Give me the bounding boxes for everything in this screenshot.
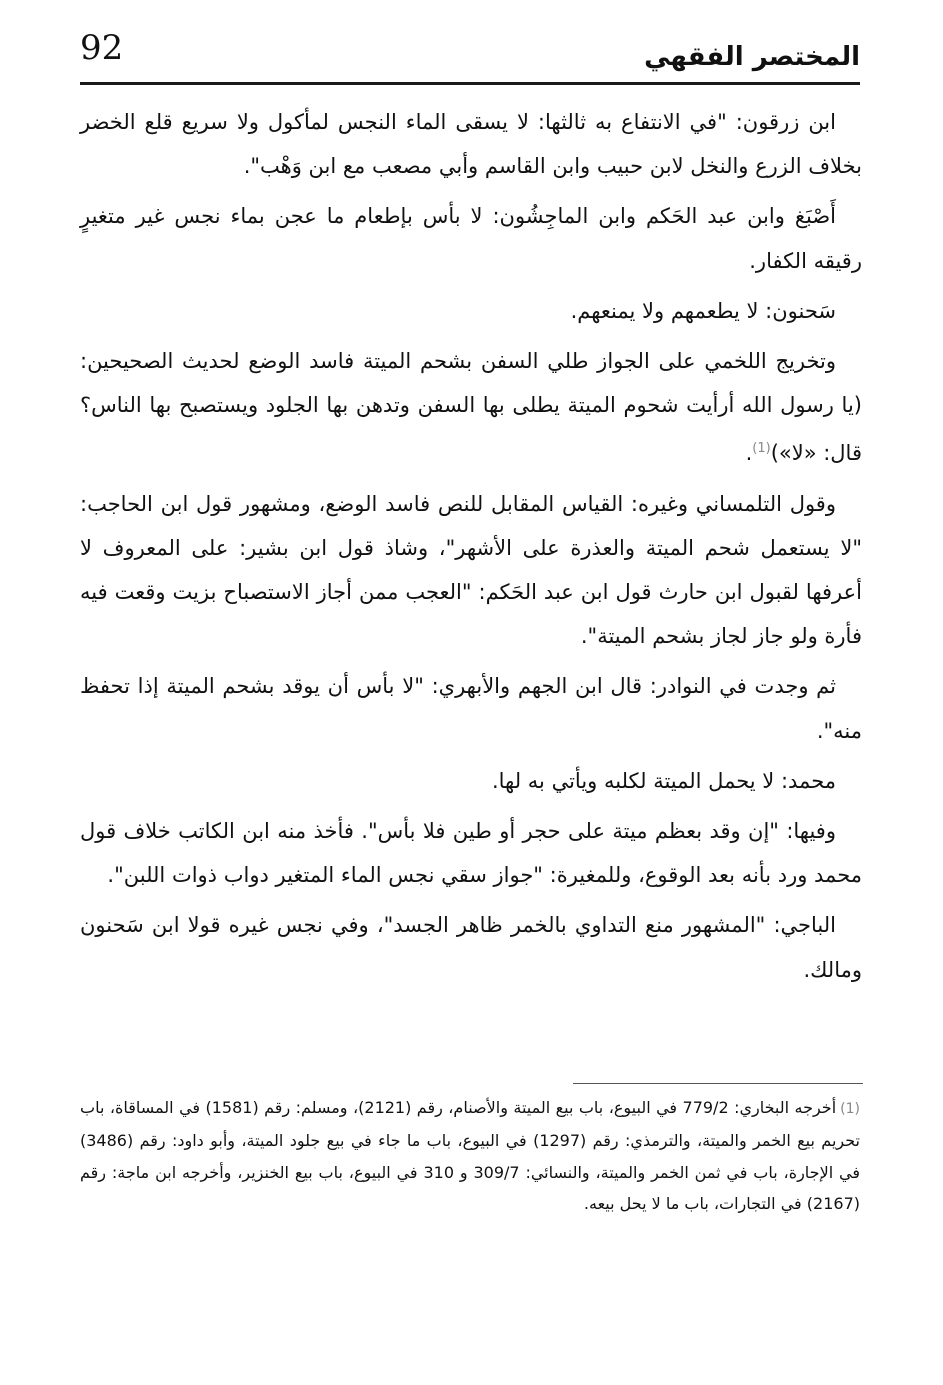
paragraph: أَصْبَغ وابن عبد الحَكم وابن الماجِشُون: لا بأس بإطعام ما عجن بماء نجس غير متغيرٍ رقيقه الكفار. bbox=[80, 204, 862, 273]
paragraph: الباجي: "المشهور منع التداوي بالخمر ظاهر الجسد"، وفي نجس غيره قولا ابن سَحنون ومالك. bbox=[80, 913, 862, 982]
footnote-separator bbox=[573, 1083, 863, 1084]
main-text bbox=[80, 100, 862, 998]
paragraph: ثم وجدت في النوادر: قال ابن الجهم والأبهري: "لا بأس أن يوقد بشحم الميتة إذا تحفظ منه". bbox=[80, 674, 862, 743]
paragraph: سَحنون: لا يطعمهم ولا يمنعهم. bbox=[570, 298, 836, 323]
paragraph: ابن زرقون: "في الانتفاع به ثالثها: لا يسقى الماء النجس لمأكول ولا سريع قلع الخضر بخلاف الزرع والنخل لابن حبيب وابن القاسم وأبي مصعب مع ابن وَهْب". bbox=[80, 110, 862, 179]
footnote-text: أخرجه البخاري: 779/2 في البيوع، باب بيع الميتة والأصنام، رقم (2121)، ومسلم: رقم (1581) في المساقاة، باب تحريم بيع الخمر والميتة، والترمذي: رقم (1297) في البيوع، باب ما جاء في بيع جلود الميتة، وأبو داود: رقم (3486) في الإجارة، باب في ثمن الخمر والميتة، والنسائي: 309/7 و 310 في البيوع، باب بيع الخنزير، وأخرجه ابن ماجة: رقم (2167) في التجارات، باب ما لا يحل بيعه. bbox=[80, 1098, 861, 1213]
paragraph: وفيها: "إن وقد بعظم ميتة على حجر أو طين فلا بأس". فأخذ منه ابن الكاتب خلاف قول محمد ورد بأنه بعد الوقوع، وللمغيرة: "جواز سقي نجس الماء المتغير دواب ذوات اللبن". bbox=[80, 819, 862, 888]
footnote bbox=[80, 1092, 860, 1219]
page-number: 92 bbox=[80, 28, 124, 68]
paragraph: وقول التلمساني وغيره: القياس المقابل للنص فاسد الوضع، ومشهور قول ابن الحاجب: "لا يستعمل شحم الميتة والعذرة على الأشهر"، وشاذ قول ابن بشير: على المعروف لا أعرفها لقبول ابن حارث قول ابن عبد الحَكم: "العجب ممن أجاز الاستصباح بزيت وقعت فيه فأرة ولو جاز لجاز بشحم الميتة". bbox=[80, 491, 862, 649]
footnote-label: (1) bbox=[840, 1101, 860, 1117]
paragraph: وتخريج اللخمي على الجواز طلي السفن بشحم الميتة فاسد الوضع لحديث الصحيحين: (يا رسول الله أرأيت شحوم الميتة يطلى بها السفن وتدهن بها الجلود ويستصبح بها الناس؟ قال: «لا»)$^{(1)}$. bbox=[80, 349, 862, 466]
header-rule bbox=[80, 82, 860, 85]
page-header bbox=[80, 28, 860, 88]
running-title: المختصر الفقهي bbox=[644, 42, 860, 72]
footnote-reference[interactable]: (1) bbox=[752, 441, 771, 457]
paragraph: محمد: لا يحمل الميتة لكلبه ويأتي به لها. bbox=[491, 768, 836, 793]
